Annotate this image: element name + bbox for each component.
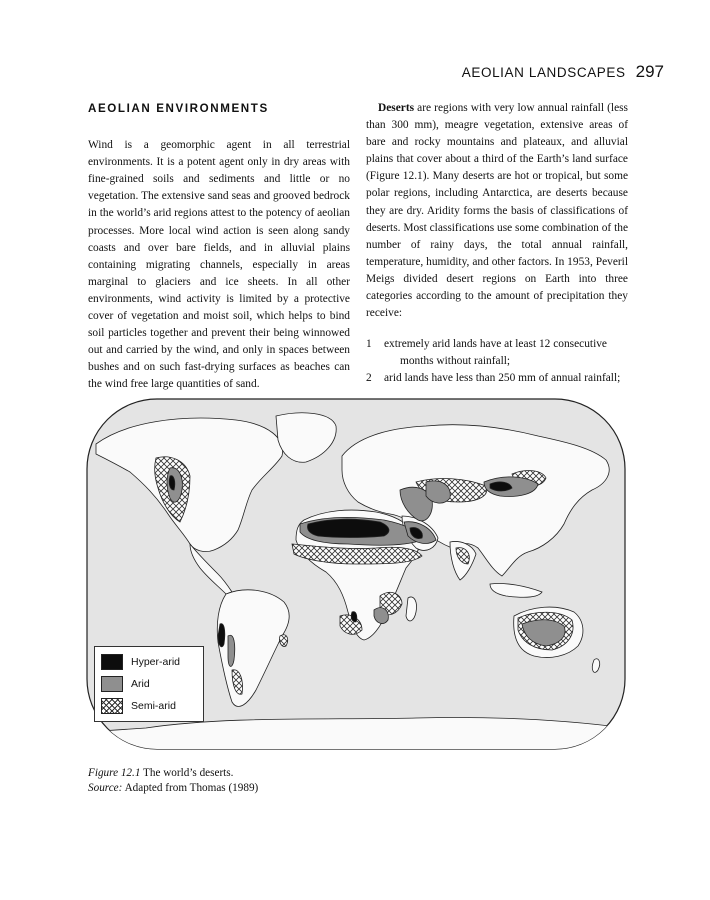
legend-swatch-hyper-arid — [101, 654, 123, 670]
page-number: 297 — [635, 62, 664, 81]
legend-label: Semi-arid — [131, 700, 176, 712]
lead-term: Deserts — [378, 102, 415, 114]
legend-label: Arid — [131, 678, 150, 690]
legend-swatch-arid — [101, 676, 123, 692]
deserts-paragraph-text: are regions with very low annual rainfall (less than 300 mm), meagre vegetation, extensive areas of bare and rocky mountains and plateaux, and alluvial plains that cover about a third of the Earth’s land surface (Figure 12.1). Many deserts are hot or tropical, but some polar regions, including Antarctica, are deserts because they are dry. Aridity forms the basis of classifications of deserts. Most classifications use some combination of the number of rainy days, the total annual rainfall, temperature, humidity, and other factors. In 1953, Peveril Meigs divided desert regions on Earth into three categories according to the amount of precipitation they receive: — [366, 102, 628, 320]
list-item — [366, 336, 628, 370]
legend-swatch-semi-arid — [101, 698, 123, 714]
left-column — [88, 100, 350, 394]
map-legend — [94, 646, 204, 722]
section-heading: AEOLIAN ENVIRONMENTS — [88, 102, 269, 115]
category-list — [366, 336, 628, 387]
list-item-text-continued: months without rainfall; — [400, 355, 511, 368]
body-paragraph: Wind is a geomorphic agent in all terrestrial environments. It is a potent agent only in dry areas with fine-grained soils and sediments and little or no vegetation. The extensive sand seas and grooved bedrock in the world’s arid regions attest to the potency of aeolian processes. More local wind action is seen along sandy coasts and over bare fields, and in alluvial plains containing migrating channels, especially in areas marginal to glaciers and ice sheets. In all other environments, wind activity is limited by a protective cover of vegetation and moist soil, which helps to bind soil particles together and prevent their being winnowed out and carried by the wind, and only in spaces between bushes and on such fast-drying surfaces as beaches can the wind free large quantities of sand. — [88, 139, 350, 391]
source-line — [88, 781, 258, 796]
source-text: Adapted from Thomas (1989) — [124, 782, 259, 794]
list-item-text: arid lands have less than 250 mm of annual rainfall; — [384, 372, 621, 385]
list-item-text: extremely arid lands have at least 12 consecutive — [384, 338, 607, 351]
right-column — [366, 100, 628, 388]
figure-caption — [88, 766, 258, 796]
list-item — [366, 370, 628, 387]
caption-label: Figure 12.1 — [88, 767, 141, 779]
list-item-number: 1 — [366, 338, 372, 351]
source-label: Source: — [88, 782, 123, 794]
caption-line — [88, 766, 258, 781]
legend-item-semi-arid — [101, 695, 197, 717]
running-head-title: AEOLIAN LANDSCAPES — [461, 65, 626, 80]
list-item-number: 2 — [366, 372, 372, 385]
legend-item-arid — [101, 673, 197, 695]
running-head — [462, 62, 664, 82]
legend-item-hyper-arid — [101, 651, 197, 673]
deserts-paragraph — [366, 100, 628, 322]
caption-text: The world’s deserts. — [143, 767, 234, 779]
legend-label: Hyper-arid — [131, 656, 181, 668]
